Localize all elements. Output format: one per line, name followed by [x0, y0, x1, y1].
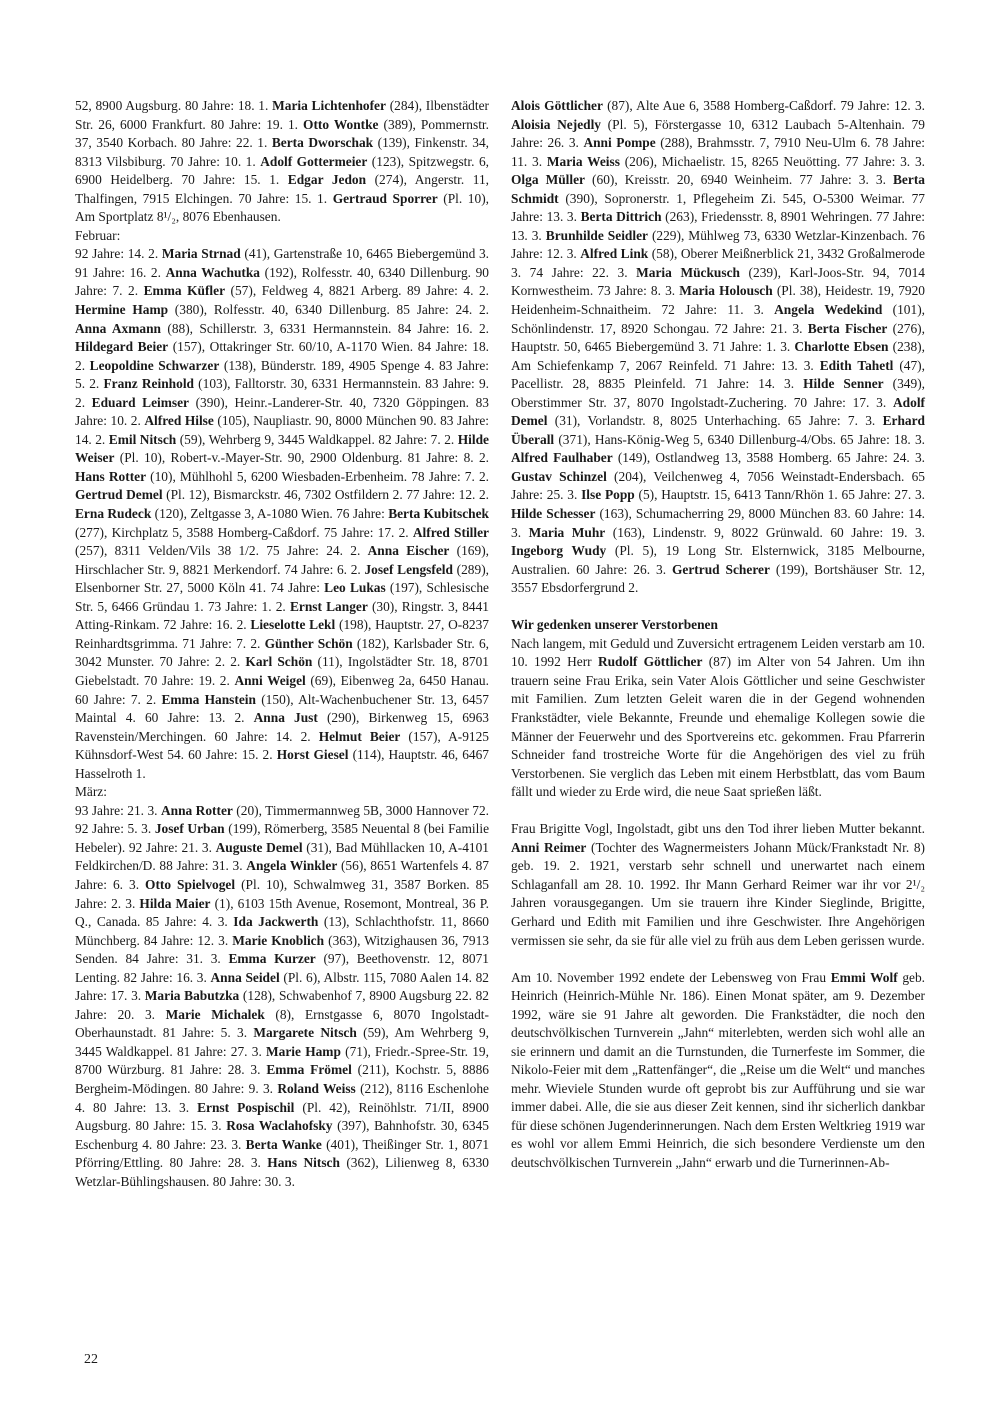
person-name: Hilde Weiser — [75, 431, 489, 466]
person-name: Ilse Popp — [581, 487, 635, 503]
person-name: Rudolf Göttlicher — [597, 654, 703, 670]
person-name: Helmut Beier — [318, 728, 401, 744]
person-name: Alfred Faulhaber — [511, 450, 613, 466]
obituary-wolf: Am 10. November 1992 endete der Lebensweg von Frau Emmi Wolf geb. Heinrich (Heinrich-Mühle Nr. 186). Einen Monat später, am 9. Dezember 1992, wäre sie 91 Jahre alt geworden. Die Frankstädter, die noch den deutschvölkischen Turnverein „Jahn“ miterlebten, werden sich wohl alle an sie erinnern und damit an die Turnstunden, die Turnerfeste im Sommer, die Nikolo-Feier mit dem „Rattenfänger“, die „Reise um die Welt“ und manches mehr. Wieviele Stunden wurde oft geprobt bis zur Aufführung und sie war immer dabei. Alle, die sie aus dieser Zeit kennen, sind ihr sicherlich dankbar für diese schönen Jugenderinnerungen. Nach dem Ersten Weltkrieg 1919 war es wohl vor allem Emmi Heinrich, die sich besondere Verdienste um den deutschvölkischen Turnverein „Jahn“ erwarb und die Turnerinnen-Ab- — [511, 969, 926, 1171]
person-name: Maria Holousch — [679, 283, 773, 299]
person-name: Hans Rotter — [75, 468, 147, 484]
person-name: Olga Müller — [511, 172, 585, 188]
person-name: Berta Dittrich — [580, 209, 662, 225]
person-name: Marie Knoblich — [232, 932, 325, 948]
person-name: Günther Schön — [264, 635, 353, 651]
person-name: Josef Lengsfeld — [364, 561, 453, 577]
person-name: Brunhilde Seidler — [545, 227, 648, 243]
february-birthdays: 92 Jahre: 14. 2. Maria Strnad (41), Gartenstraße 10, 6465 Biebergemünd 3. 91 Jahre: 16. 2. Anna Wachutka (192), Rolfesstr. 40, 6340 Dillenburg. 90 Jahre: 7. 2. Emma Küfler (57), Feldweg 4, 8821 Arberg. 89 Jahre: 4. 2. Hermine Hamp (380), Rolfesstr. 40, 6340 Dillenburg. 85 Jahre: 24. 2. Anna Axmann (88), Schillerstr. 3, 6331 Hermannstein. 84 Jahre: 16. 2. Hildegard Beier (157), Ottakringer Str. 60/10, A-1170 Wien. 84 Jahre: 18. 2. Leopoldine Schwarzer (138), Bünderstr. 189, 4905 Spenge 4. 83 Jahre: 5. 2. Franz Reinhold (103), Falltorstr. 30, 6331 Hermannstein. 83 Jahre: 9. 2. Eduard Leimser (390), Heinr.-Landerer-Str. 40, 7320 Göppingen. 83 Jahre: 10. 2. Alfred Hilse (105), Naupliastr. 90, 8000 München 90. 83 Jahre: 14. 2. Emil Nitsch (59), Wehrberg 9, 3445 Waldkappel. 82 Jahre: 7. 2. Hilde Weiser (Pl. 10), Robert-v.-Mayer-Str. 90, 2900 Oldenburg. 81 Jahre: 8. 2. Hans Rotter (10), Mühlhohl 5, 6200 Wiesbaden-Erbenheim. 78 Jahre: 7. 2. Gertrud Demel (Pl. 12), Bismarckstr. 46, 7302 Ostfildern 2. 77 Jahre: 12. 2. Erna Rudeck (120), Zeltgasse 3, A-1080 Wien. 76 Jahre: Berta Kubitschek (277), Kirchplatz 5, 3588 Homberg-Caßdorf. 75 Jahre: 17. 2. Alfred Stiller (257), 8311 Velden/Vils 38 1/2. 75 Jahre: 24. 2. Anna Eischer (169), Hirschlacher Str. 9, 8821 Merkendorf. 74 Jahre: 6. 2. Josef Lengsfeld (289), Elsenborner Str. 27, 5000 Köln 41. 74 Jahre: Leo Lukas (197), Schlesische Str. 5, 6466 Gründau 1. 73 Jahre: 1. 2. Ernst Langer (30), Ringstr. 3, 8441 Atting-Rinkam. 72 Jahre: 16. 2. Lieselotte Lekl (198), Hauptstr. 27, O-8237 Reinhardtsgrimma. 71 Jahre: 7. 2. Günther Schön (182), Karlsbader Str. 6, 3042 Munster. 70 Jahre: 2. 2. Karl Schön (11), Ingolstädter Str. 18, 8701 Giebelstadt. 70 Jahre: 19. 2. Anni Weigel (69), Eibenweg 2a, 6450 Hanau. 60 Jahre: 7. 2. Emma Hanstein (150), Alt-Wachenbuchener Str. 13, 6457 Maintal 4. 60 Jahre: 13. 2. Anna Just (290), Birkenweg 15, 6963 Ravenstein/Merchingen. 60 Jahre: 14. 2. Helmut Beier (157), A-9125 Kühnsdorf-West 54. 60 Jahre: 15. 2. Horst Giesel (114), Hauptstr. 46, 6467 Hasselroth 1. — [75, 246, 490, 781]
left-column — [75, 97, 489, 1191]
person-name: Maria Lichtenhofer — [272, 98, 386, 113]
person-name: Rosa Waclahofsky — [226, 1118, 333, 1134]
person-name: Alois Göttlicher — [511, 98, 603, 113]
person-name: Leo Lukas — [324, 580, 386, 596]
person-name: Erhard Überall — [511, 413, 925, 447]
january-birthdays: 52, 8900 Augsburg. 80 Jahre: 18. 1. Maria Lichtenhofer (284), Ilbenstädter Str. 26, 6000 Frankfurt. 80 Jahre: 19. 1. Otto Wontke (389), Pommernstr. 37, 3540 Korbach. 80 Jahre: 22. 1. Berta Dworschak (139), Finkenstr. 34, 8313 Vilsbiburg. 70 Jahre: 10. 1. Adolf Gottermeier (123), Spitzwegstr. 6, 6900 Heidelberg. 70 Jahre: 15. 1. Edgar Jedon (274), Angerstr. 11, Thalfingen, 7915 Elchingen. 70 Jahre: 15. 1. Gertraud Sporrer (Pl. 10), Am Sportplatz 8¹/₂, 8076 Ebenhausen. — [75, 98, 490, 225]
person-name: Ingeborg Wudy — [511, 543, 607, 559]
person-name: Berta Dworschak — [271, 135, 374, 151]
person-name: Maria Mückusch — [636, 264, 740, 280]
person-name: Ida Jackwerth — [233, 914, 319, 930]
obituary-reimer: Frau Brigitte Vogl, Ingolstadt, gibt uns den Tod ihrer lieben Mutter bekannt. Anni Reimer (Tochter des Wagnermeisters Johann Mück/Frankstadt Nr. 8) geb. 19. 2. 1921, verstarb sehr schnell und unerwartet nach einem Schlaganfall am 28. 10. 1992. Ihr Mann Gerhard Reimer war ihr vor 2¹/₂ Jahren vorausgegangen. Um sie trauern ihre Kinder Sieglinde, Brigitte, Gerhard und Edith mit Familien und ihre Geschwister. Ihre Angehörigen vermissen sie sehr, da sie für alle viel zu früh aus dem Leben gerissen wurde. — [511, 821, 925, 948]
person-name: Anna Just — [253, 710, 318, 726]
person-name: Adolf Gottermeier — [260, 153, 368, 169]
person-name: Margarete Nitsch — [253, 1025, 357, 1041]
person-name: Berta Fischer — [807, 320, 888, 336]
person-name: Otto Spielvogel — [145, 876, 236, 892]
obituary-goettlicher: Nach langem, mit Geduld und Zuversicht ertragenem Leiden verstarb am 10. 10. 1992 Herr Rudolf Göttlicher (87) im Alter von 54 Jahren. Um ihn trauern seine Frau Erika, sein Vater Alois Göttlicher und seine Geschwister mit Familien. Zum letzten Geleit waren die in der Gegend wohnenden Frankstädter, viele Bekannte, Freunde und ehemalige Kollegen sowie die Männer der Feuerwehr und des Sportvereins etc. gekommen. Frau Pfarrerin Schneider fand trostreiche Worte für die Angehörigen des viel zu früh Verstorbenen. Sie verglich das Leben mit einem Herbstblatt, das vom Baum fällt und wieder zu Erde wird, die neue Saat sprießen läßt. — [511, 635, 925, 800]
person-name: Josef Urban — [154, 821, 225, 837]
person-name: Maria Weiss — [546, 153, 620, 169]
person-name: Gertrud Demel — [75, 487, 163, 503]
person-name: Alfred Link — [580, 246, 649, 262]
person-name: Angela Winkler — [246, 858, 338, 874]
person-name: Ernst Pospischil — [197, 1099, 295, 1115]
person-name: Edith Tahetl — [819, 357, 894, 373]
person-name: Leopoldine Schwarzer — [89, 357, 220, 373]
march-label: März: — [75, 784, 107, 800]
person-name: Maria Strnad — [161, 246, 241, 262]
person-name: Berta Wanke — [245, 1136, 322, 1152]
person-name: Hermine Hamp — [75, 302, 169, 318]
person-name: Ernst Langer — [289, 598, 368, 614]
person-name: Alfred Stiller — [412, 524, 489, 540]
person-name: Gertrud Scherer — [672, 561, 770, 577]
person-name: Hilda Maier — [139, 895, 211, 911]
person-name: Maria Muhr — [528, 524, 606, 540]
person-name: Emmi Wolf — [830, 969, 898, 985]
person-name: Otto Wontke — [303, 116, 379, 132]
person-name: Hilde Senner — [803, 376, 884, 392]
obituaries-heading: Wir gedenken unserer Verstorbenen — [511, 617, 718, 633]
person-name: Marie Michalek — [165, 1006, 265, 1022]
person-name: Berta Kubitschek — [388, 506, 489, 522]
person-name: Emma Küfler — [143, 283, 226, 299]
person-name: Adolf Demel — [511, 394, 925, 429]
person-name: Hilde Schesser — [511, 506, 596, 522]
person-name: Emma Frömel — [266, 1062, 352, 1078]
person-name: Hildegard Beier — [75, 339, 169, 355]
page-number: 22 — [84, 1352, 98, 1367]
person-name: Anna Eischer — [367, 543, 450, 559]
person-name: Anni Reimer — [511, 839, 587, 855]
person-name: Roland Weiss — [277, 1080, 356, 1096]
person-name: Gertraud Sporrer — [332, 190, 438, 206]
person-name: Anna Rotter — [160, 802, 233, 818]
person-name: Angela Wedekind — [774, 302, 883, 318]
person-name: Lieselotte Lekl — [250, 617, 336, 633]
february-label: Februar: — [75, 227, 121, 243]
person-name: Erna Rudeck — [75, 506, 152, 522]
person-name: Emil Nitsch — [108, 431, 177, 447]
right-column — [511, 97, 925, 1173]
person-name: Anni Pompe — [583, 135, 656, 151]
person-name: Charlotte Ebsen — [794, 339, 889, 355]
person-name: Emma Kurzer — [228, 951, 316, 967]
person-name: Anna Wachutka — [165, 264, 260, 280]
person-name: Alfred Hilse — [144, 413, 214, 429]
person-name: Maria Babutzka — [144, 988, 240, 1004]
person-name: Anna Axmann — [75, 320, 161, 336]
person-name: Aloisia Nejedly — [511, 116, 601, 132]
person-name: Horst Giesel — [276, 747, 349, 763]
person-name: Anni Weigel — [234, 672, 306, 688]
person-name: Eduard Leimser — [91, 394, 189, 410]
person-name: Marie Hamp — [266, 1043, 341, 1059]
person-name: Berta Schmidt — [511, 172, 925, 206]
person-name: Auguste Demel — [215, 839, 303, 855]
person-name: Franz Reinhold — [103, 376, 194, 392]
person-name: Gustav Schinzel — [511, 468, 607, 484]
person-name: Emma Hanstein — [161, 691, 256, 707]
person-name: Karl Schön — [245, 654, 313, 670]
march-birthdays: 93 Jahre: 21. 3. Anna Rotter (20), Timmermannweg 5B, 3000 Hannover 72. 92 Jahre: 5. 3. Josef Urban (199), Römerberg, 3585 Neuental 8 (bei Familie Hebeler). 92 Jahre: 21. 3. Auguste Demel (31), Bad Mühllacken 10, A-4101 Feldkirchen/D. 88 Jahre: 31. 3. Angela Winkler (56), 8651 Wartenfels 4. 87 Jahre: 6. 3. Otto Spielvogel (Pl. 10), Schwalmweg 31, 3587 Borken. 85 Jahre: 2. 3. Hilda Maier (1), 6103 15th Avenue, Rosemont, Montreal, 36 P. Q., Canada. 85 Jahre: 4. 3. Ida Jackwerth (13), Schlachthofstr. 11, 8660 Münchberg. 84 Jahre: 12. 3. Marie Knoblich (363), Witzighausen 36, 7913 Senden. 84 Jahre: 31. 3. Emma Kurzer (97), Beethovenstr. 12, 8071 Lenting. 82 Jahre: 16. 3. Anna Seidel (Pl. 6), Albstr. 115, 7080 Aalen 14. 82 Jahre: 17. 3. Maria Babutzka (128), Schwabenhof 7, 8900 Augsburg 22. 82 Jahre: 20. 3. Marie Michalek (8), Ernstgasse 6, 8070 Ingolstadt-Oberhaunstadt. 81 Jahre: 5. 3. Margarete Nitsch (59), Am Wehrberg 9, 3445 Waldkappel. 81 Jahre: 27. 3. Marie Hamp (71), Friedr.-Spree-Str. 19, 8700 Würzburg. 81 Jahre: 28. 3. Emma Frömel (211), Kochstr. 5, 8886 Bergheim-Mödingen. 80 Jahre: 9. 3. Roland Weiss (212), 8116 Eschenlohe 4. 80 Jahre: 13. 3. Ernst Pospischil (Pl. 42), Reinöhlstr. 71/II, 8900 Augsburg. 80 Jahre: 15. 3. Rosa Waclahofsky (397), Bahnhofstr. 30, 6345 Eschenburg 4. 80 Jahre: 23. 3. Berta Wanke (401), Theißinger Str. 1, 8071 Pförring/Ettling. 80 Jahre: 28. 3. Hans Nitsch (362), Lilienweg 8, 6330 Wetzlar-Bühlingshausen. 80 Jahre: 30. 3. — [75, 802, 490, 1189]
person-name: Edgar Jedon — [287, 172, 367, 188]
person-name: Anna Seidel — [210, 969, 280, 985]
person-name: Hans Nitsch — [267, 1155, 340, 1171]
march-birthdays-continued: Alois Göttlicher (87), Alte Aue 6, 3588 Homberg-Caßdorf. 79 Jahre: 12. 3. Aloisia Nejedly (Pl. 5), Förstergasse 10, 6312 Laubach 5-Altenhain. 79 Jahre: 26. 3. Anni Pompe (288), Brahmsstr. 7, 7910 Neu-Ulm 6. 78 Jahre: 11. 3. Maria Weiss (206), Michaelistr. 15, 8265 Neuötting. 77 Jahre: 3. 3. Olga Müller (60), Kreisstr. 20, 6940 Weinheim. 77 Jahre: 3. 3. Berta Schmidt (390), Sopronerstr. 1, Pflegeheim Zi. 545, O-5300 Weimar. 77 Jahre: 13. 3. Berta Dittrich (263), Friedensstr. 8, 8901 Wehringen. 77 Jahre: 13. 3. Brunhilde Seidler (229), Mühlweg 73, 6330 Wetzlar-Kinzenbach. 76 Jahre: 12. 3. Alfred Link (58), Oberer Meißnerblick 21, 3432 Großalmerode 3. 74 Jahre: 22. 3. Maria Mückusch (239), Karl-Joos-Str. 94, 7014 Kornwestheim. 73 Jahre: 8. 3. Maria Holousch (Pl. 38), Heidestr. 19, 7920 Heidenheim-Schnaitheim. 72 Jahre: 11. 3. Angela Wedekind (101), Schönlindenstr. 17, 8920 Schongau. 72 Jahre: 21. 3. Berta Fischer (276), Hauptstr. 50, 6465 Biebergemünd 3. 71 Jahre: 1. 3. Charlotte Ebsen (238), Am Schiefenkamp 7, 2067 Reinfeld. 71 Jahre: 13. 3. Edith Tahetl (47), Pacellistr. 28, 8835 Pleinfeld. 71 Jahre: 14. 3. Hilde Senner (349), Oberstimmer Str. 37, 8070 Ingolstadt-Zuchering. 70 Jahre: 17. 3. Adolf Demel (31), Vorlandstr. 8, 8025 Unterhaching. 65 Jahre: 7. 3. Erhard Überall (371), Hans-König-Weg 5, 6340 Dillenburg-4/Obs. 65 Jahre: 18. 3. Alfred Faulhaber (149), Ostlandweg 13, 3588 Homberg. 65 Jahre: 24. 3. Gustav Schinzel (204), Veilchenweg 4, 7056 Weinstadt-Endersbach. 65 Jahre: 25. 3. Ilse Popp (5), Hauptstr. 15, 6413 Tann/Rhön 1. 65 Jahre: 27. 3. Hilde Schesser (163), Schumacherring 29, 8000 München 83. 60 Jahre: 14. 3. Maria Muhr (163), Lindenstr. 9, 8022 Grünwald. 60 Jahre: 19. 3. Ingeborg Wudy (Pl. 5), 19 Long Str. Elsternwick, 3185 Melbourne, Australien. 60 Jahre: 26. 3. Gertrud Scherer (199), Bortshäuser Str. 12, 3557 Ebsdorfergrund 2. — [511, 98, 926, 596]
